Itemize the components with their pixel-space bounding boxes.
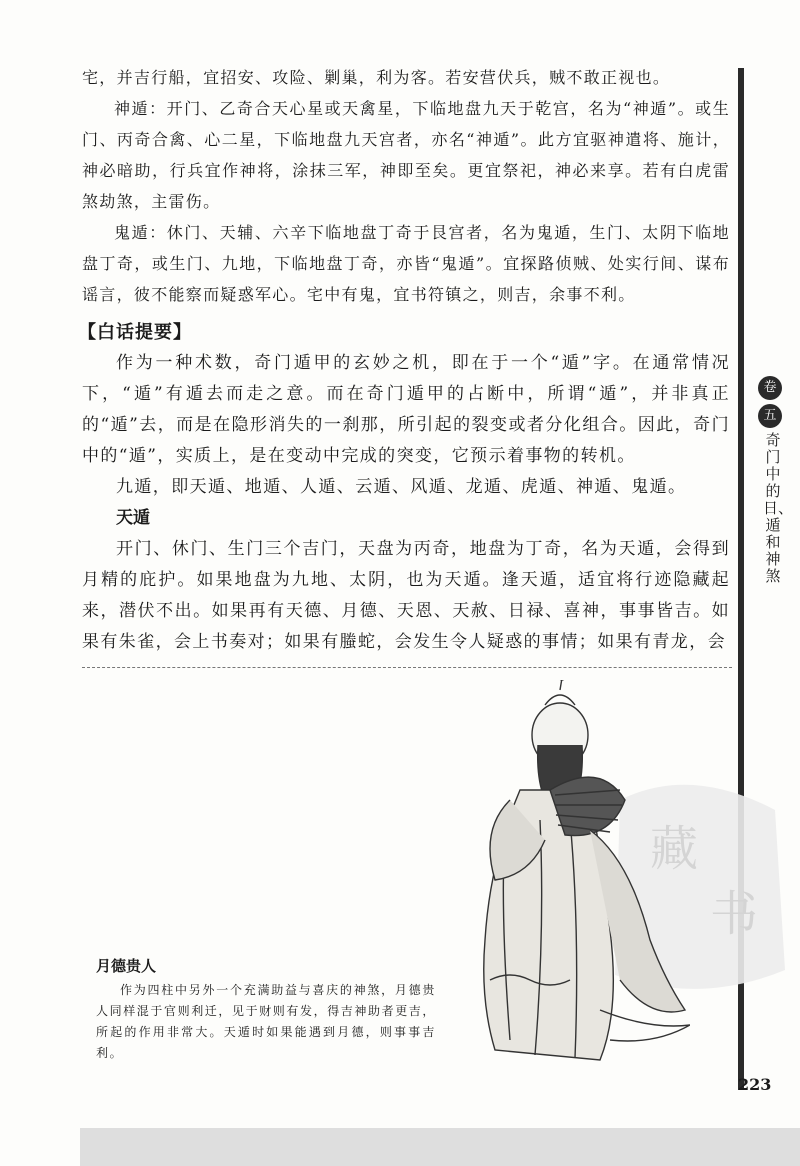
- volume-char-1: 卷: [758, 376, 782, 400]
- svg-text:藏: 藏: [650, 821, 699, 877]
- volume-char-2: 五: [758, 404, 782, 428]
- paragraph-nine-dun: 九遁，即天遁、地遁、人遁、云遁、风遁、龙遁、虎遁、神遁、鬼遁。: [116, 477, 687, 497]
- paragraph-tian-dun: 开门、休门、生门三个吉门，天盘为丙奇，地盘为丁奇，名为天遁，会得到月精的庇护。如果地盘为九地、太阴，也为天遁。逢天遁，适宜将行迹隐藏起来，潜伏不出。如果再有天德、月德、天恩、天赦、日禄、喜神，事事皆吉。如果有朱雀，会上书奏对；如果有螣蛇，会发生令人疑惑的事情；如果有青龙，会: [82, 539, 730, 652]
- illustration-caption: [96, 955, 436, 1064]
- caption-text: 作为四柱中另外一个充满助益与喜庆的神煞，月德贵人同样混于官则利迁，见于财则有发，得吉神助者更吉，所起的作用非常大。天遁时如果能遇到月德，则事事吉利。: [96, 983, 437, 1060]
- caption-title: 月德贵人: [96, 957, 157, 975]
- chapter-title: 奇门中的日、遁和神煞: [763, 431, 794, 585]
- moon-virtue-noble-illustration: [450, 680, 690, 1070]
- dashed-divider: [82, 667, 732, 668]
- page-number: 223: [738, 1075, 772, 1094]
- volume-badge: [758, 376, 784, 432]
- paragraph-gui-dun: 鬼遁：休门、天辅、六辛下临地盘丁奇于艮宫者，名为鬼遁，生门、太阴下临地盘丁奇，或生门、九地，下临地盘丁奇，亦皆“鬼遁”。宜探路侦贼、处实行间、谋布谣言，彼不能察而疑惑军心。宅中有鬼，宜书符镇之，则吉，余事不利。: [82, 223, 730, 304]
- paragraph-shen-dun: 神遁：开门、乙奇合天心星或天禽星，下临地盘九天于乾宫，名为“神遁”。或生门、丙奇合禽、心二星，下临地盘九天宫者，亦名“神遁”。此方宜驱神遣将、施计，神必暗助，行兵宜作神将，涂抹三军，神即至矣。更宜祭祀，神必来享。若有白虎雷煞劫煞，主雷伤。: [82, 99, 730, 211]
- paragraph-intro: 作为一种术数，奇门遁甲的玄妙之机，即在于一个“遁”字。在通常情况下，“遁”有遁去而走之意。而在奇门遁甲的占断中，所谓“遁”，并非真正的“遁”去，而是在隐形消失的一刹那，所引起的裂变或者分化组合。因此，奇门中的“遁”，实质上，是在变动中完成的突变，它预示着事物的转机。: [82, 353, 730, 466]
- svg-text:书: 书: [710, 886, 759, 942]
- scan-bottom-band: [80, 1128, 800, 1166]
- main-text-column: [78, 62, 730, 658]
- subheading-tian-dun: 天遁: [116, 508, 150, 528]
- section-title: 【白话提要】: [78, 322, 192, 343]
- paragraph-continued: 宅，并吉行船，宜招安、攻险、剿巢，利为客。若安营伏兵，贼不敢正视也。: [82, 68, 671, 87]
